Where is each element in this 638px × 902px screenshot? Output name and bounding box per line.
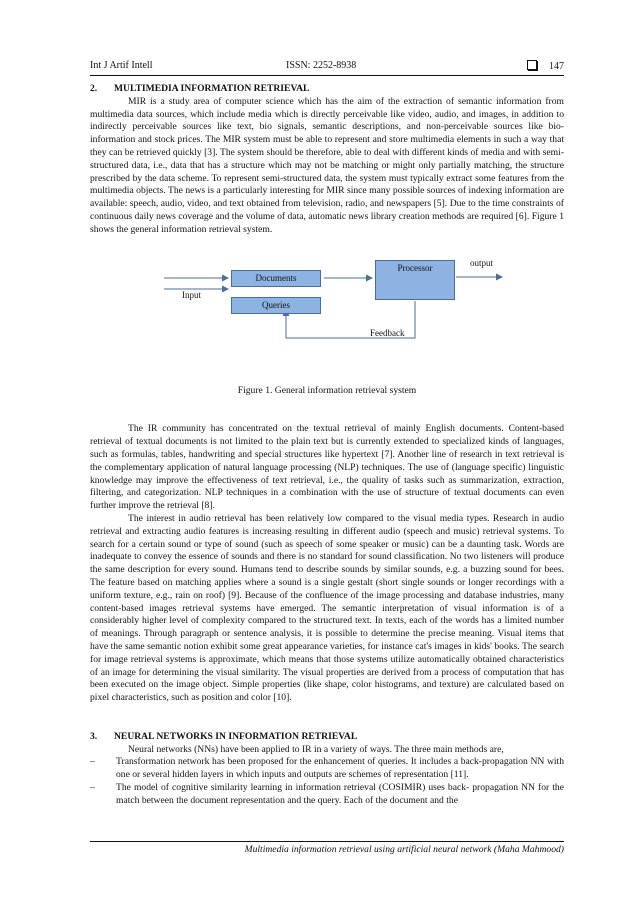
footer-text: Multimedia information retrieval using artificial neural network (Maha Mahmood)	[244, 844, 564, 855]
figure-1-diagram	[90, 257, 564, 369]
journal-name: Int J Artif Intell	[90, 60, 153, 71]
queries-box: Queries	[231, 297, 321, 314]
dash-bullet: –	[90, 782, 95, 794]
page-number-group	[527, 60, 564, 72]
section-3-number: 3.	[90, 730, 98, 742]
section-3-intro: Neural networks (NNs) have been applied to IR in a variety of ways. The three main methods are,	[128, 743, 504, 755]
section-3-heading	[90, 731, 564, 744]
list-item-text: Transformation network has been proposed for the enhancement of queries. It includes a back-propagation NN with one or several hidden layers in which inputs and outputs are schemes of representation [11].	[116, 756, 564, 781]
header-rule	[90, 75, 564, 76]
body-paragraph-1: The IR community has concentrated on the textual retrieval of mainly English documents. Content-based retrieval of textual documents is not limited to the plain text but is currently extended to specialized kinds of languages, such as formulas, tables, handwriting and special structures like hypertext [7]. Another line of research in text retrieval is the complementary application of natural language processing (NLP) techniques. The use of (language specific) linguistic knowledge may improve the effectiveness of text retrieval, i.e., the quality of tasks such as summarization, extraction, filtering, and categorization. NLP techniques in a combination with the use of structure of textual documents can even further improve the retrieval [8].	[90, 423, 564, 512]
section-2-number: 2.	[90, 83, 98, 94]
section-2-title: MULTIMEDIA INFORMATION RETRIEVAL	[114, 83, 310, 94]
issn: ISSN: 2252-8938	[286, 60, 357, 71]
diagram-arrows	[90, 263, 564, 369]
processor-box: Processor	[375, 260, 455, 300]
running-footer	[90, 841, 564, 855]
input-label: Input	[182, 289, 201, 300]
page-number: 147	[549, 61, 564, 72]
spacer	[90, 397, 564, 423]
dash-bullet: –	[90, 756, 95, 768]
page-content	[90, 83, 564, 808]
list-item	[90, 756, 564, 782]
section-2-heading	[90, 83, 564, 96]
section-3-title: NEURAL NETWORKS IN INFORMATION RETRIEVAL	[114, 730, 358, 742]
list-item-text: The model of cognitive similarity learning in information retrieval (COSIMIR) uses back- propagation NN for the match between the document representation and the query. Each of the document and the	[116, 782, 564, 806]
section-2-paragraph: MIR is a study area of computer science which has the aim of the extraction of semantic information from multimedia data sources, which include media which is directly perceivable like video, audio, and images, in addition to indirectly perceivable sources like text, bio signals, semantic descriptions, and non-perceivable sources like bio-information and stock prices. The MIR system must be able to represent and store multimedia elements in such a way that they can be retrieved quickly [3]. The system should be therefore, able to deal with different kinds of media and with semi-structured data, i.e., data that has a structure which may not be matching or might only partially matching, the structure prescribed by the data scheme. To represent semi-structured data, the system must typically extract some features from the multimedia objects. The news is a particularly interesting for MIR since many possible sources of indexing information are available: speech, audio, video, and text obtained from television, radio, and newspapers [5]. Due to the time constraints of continuous daily news coverage and the volume of data, automatic news library creation methods are required [6]. Figure 1 shows the general information retrieval system.	[90, 95, 564, 235]
documents-box: Documents	[231, 270, 321, 287]
list-item	[90, 782, 564, 808]
methods-list	[90, 756, 564, 807]
figure-1-caption: Figure 1. General information retrieval system	[237, 384, 417, 396]
footer-rule	[90, 841, 564, 842]
square-box-icon	[527, 60, 537, 70]
body-paragraph-2: The interest in audio retrieval has been relatively low compared to the visual media types. Research in audio retrieval and extracting audio features is increasing resulting in different audio (speech and music) retrieval systems. To search for a certain sound or type of sound (such as speech of some speaker or music) can be a daunting task. Words are inadequate to convey the essence of sounds and there is no standard for sound classification. No two listeners will produce the same description for every sound. Humans tend to describe sounds by similar sounds, e.g. a buzzing sound for bees. The feature based on matching applies where a sound is a single gestalt (short single sounds or longer recordings with a uniform texture, e.g., rain on roof) [9]. Because of the confluence of the image processing and database industries, many content-based images retrieval systems have emerged. The semantic interpretation of visual information is of a considerably higher level of complexity compared to the structured text. In texts, each of the words has a limited number of meanings. Through paragraph or sentence analysis, it is possible to determine the precise meaning. Visual items that have the same semantic notion exhibit some great appearance varieties, for instance cat's images in kids' books. The search for image retrieval systems is approximate, which means that those systems utilize automatically obtained characteristics of an image for determining the visual similarity. The visual properties are derived from a process of computation that has been executed on the image object. Simple properties (like shape, color histograms, and texture) are calculated based on pixel characteristics, such as position and color [10].	[90, 512, 564, 704]
feedback-label: Feedback	[370, 327, 405, 338]
output-label: output	[470, 257, 494, 268]
section-3	[90, 731, 564, 808]
running-header	[90, 60, 564, 76]
